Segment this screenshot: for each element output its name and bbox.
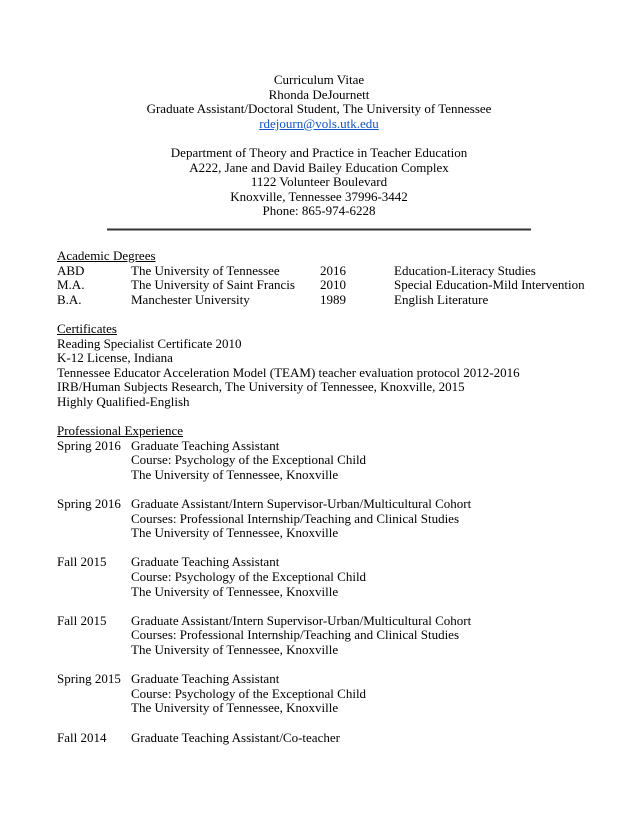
- experience-line: Graduate Assistant/Intern Supervisor-Urban/Multicultural Cohort: [131, 496, 472, 512]
- author-name: Rhonda DeJournett: [268, 86, 370, 102]
- experience-entry: [57, 439, 617, 483]
- degree-field: Education-Literacy Studies: [394, 262, 536, 278]
- experience-list: [57, 439, 617, 745]
- degree-school: The University of Saint Francis: [131, 277, 295, 293]
- experience-term: Spring 2016: [57, 496, 121, 512]
- experience-line: Courses: Professional Internship/Teaching and Clinical Studies: [131, 627, 460, 643]
- degree-abbrev: B.A.: [57, 291, 82, 307]
- experience-line: The University of Tennessee, Knoxville: [131, 700, 339, 716]
- degrees-table: [57, 264, 617, 308]
- experience-entry: [57, 497, 617, 541]
- degree-row: [57, 264, 617, 279]
- certificate-item: IRB/Human Subjects Research, The University of Tennessee, Knoxville, 2015: [57, 379, 465, 395]
- experience-term: Spring 2015: [57, 671, 121, 687]
- certificates-list: [57, 337, 617, 410]
- experience-line: Course: Psychology of the Exceptional Child: [131, 569, 367, 585]
- experience-term: Spring 2016: [57, 437, 121, 453]
- experience-term: Fall 2015: [57, 612, 107, 628]
- email-link[interactable]: rdejourn@vols.utk.edu: [259, 115, 379, 131]
- experience-line: Graduate Teaching Assistant: [131, 437, 280, 453]
- experience-entry: [57, 614, 617, 658]
- experience-line: The University of Tennessee, Knoxville: [131, 583, 339, 599]
- certificate-item: Reading Specialist Certificate 2010: [57, 335, 242, 351]
- experience-line: Graduate Teaching Assistant: [131, 554, 280, 570]
- section-title-degrees: Academic Degrees: [57, 248, 156, 263]
- experience-line: Graduate Teaching Assistant: [131, 671, 280, 687]
- address-line-2: 1122 Volunteer Boulevard: [250, 174, 388, 190]
- department: Department of Theory and Practice in Teacher Education: [170, 144, 468, 160]
- document-title: Curriculum Vitae: [273, 72, 365, 87]
- experience-line: Course: Psychology of the Exceptional Child: [131, 452, 367, 468]
- author-position: Graduate Assistant/Doctoral Student, The University of Tennessee: [146, 101, 492, 117]
- degree-year: 2010: [320, 277, 346, 293]
- certificate-item: Highly Qualified-English: [57, 393, 190, 409]
- cv-body: [57, 249, 617, 745]
- degree-school: Manchester University: [131, 291, 250, 307]
- degree-school: The University of Tennessee: [131, 262, 280, 278]
- degree-abbrev: ABD: [57, 262, 85, 278]
- header-divider: [107, 228, 531, 231]
- degree-field: Special Education-Mild Intervention: [394, 277, 585, 293]
- section-title-certificates: Certificates: [57, 320, 117, 336]
- cv-header: [0, 73, 638, 219]
- degree-year: 2016: [320, 262, 346, 278]
- experience-line: Graduate Teaching Assistant/Co-teacher: [131, 729, 340, 745]
- degree-row: [57, 278, 617, 293]
- certificate-item: Tennessee Educator Acceleration Model (TEAM) teacher evaluation protocol 2012-2016: [57, 364, 520, 380]
- experience-entry: [57, 672, 617, 716]
- phone: Phone: 865-974-6228: [262, 203, 376, 219]
- experience-line: The University of Tennessee, Knoxville: [131, 466, 339, 482]
- experience-line: The University of Tennessee, Knoxville: [131, 525, 339, 541]
- degree-year: 1989: [320, 291, 346, 307]
- experience-entry: [57, 731, 617, 746]
- experience-entry: [57, 555, 617, 599]
- degree-row: [57, 293, 617, 308]
- address-line-1: A222, Jane and David Bailey Education Complex: [189, 159, 449, 175]
- experience-line: Graduate Assistant/Intern Supervisor-Urban/Multicultural Cohort: [131, 612, 472, 628]
- degree-field: English Literature: [394, 291, 489, 307]
- experience-line: Course: Psychology of the Exceptional Child: [131, 685, 367, 701]
- section-title-experience: Professional Experience: [57, 423, 183, 439]
- certificate-item: K-12 License, Indiana: [57, 350, 173, 366]
- degree-abbrev: M.A.: [57, 277, 85, 293]
- address-city: Knoxville, Tennessee 37996-3442: [230, 188, 408, 204]
- experience-term: Fall 2014: [57, 729, 107, 745]
- experience-term: Fall 2015: [57, 554, 107, 570]
- experience-line: The University of Tennessee, Knoxville: [131, 642, 339, 658]
- experience-line: Courses: Professional Internship/Teaching and Clinical Studies: [131, 510, 460, 526]
